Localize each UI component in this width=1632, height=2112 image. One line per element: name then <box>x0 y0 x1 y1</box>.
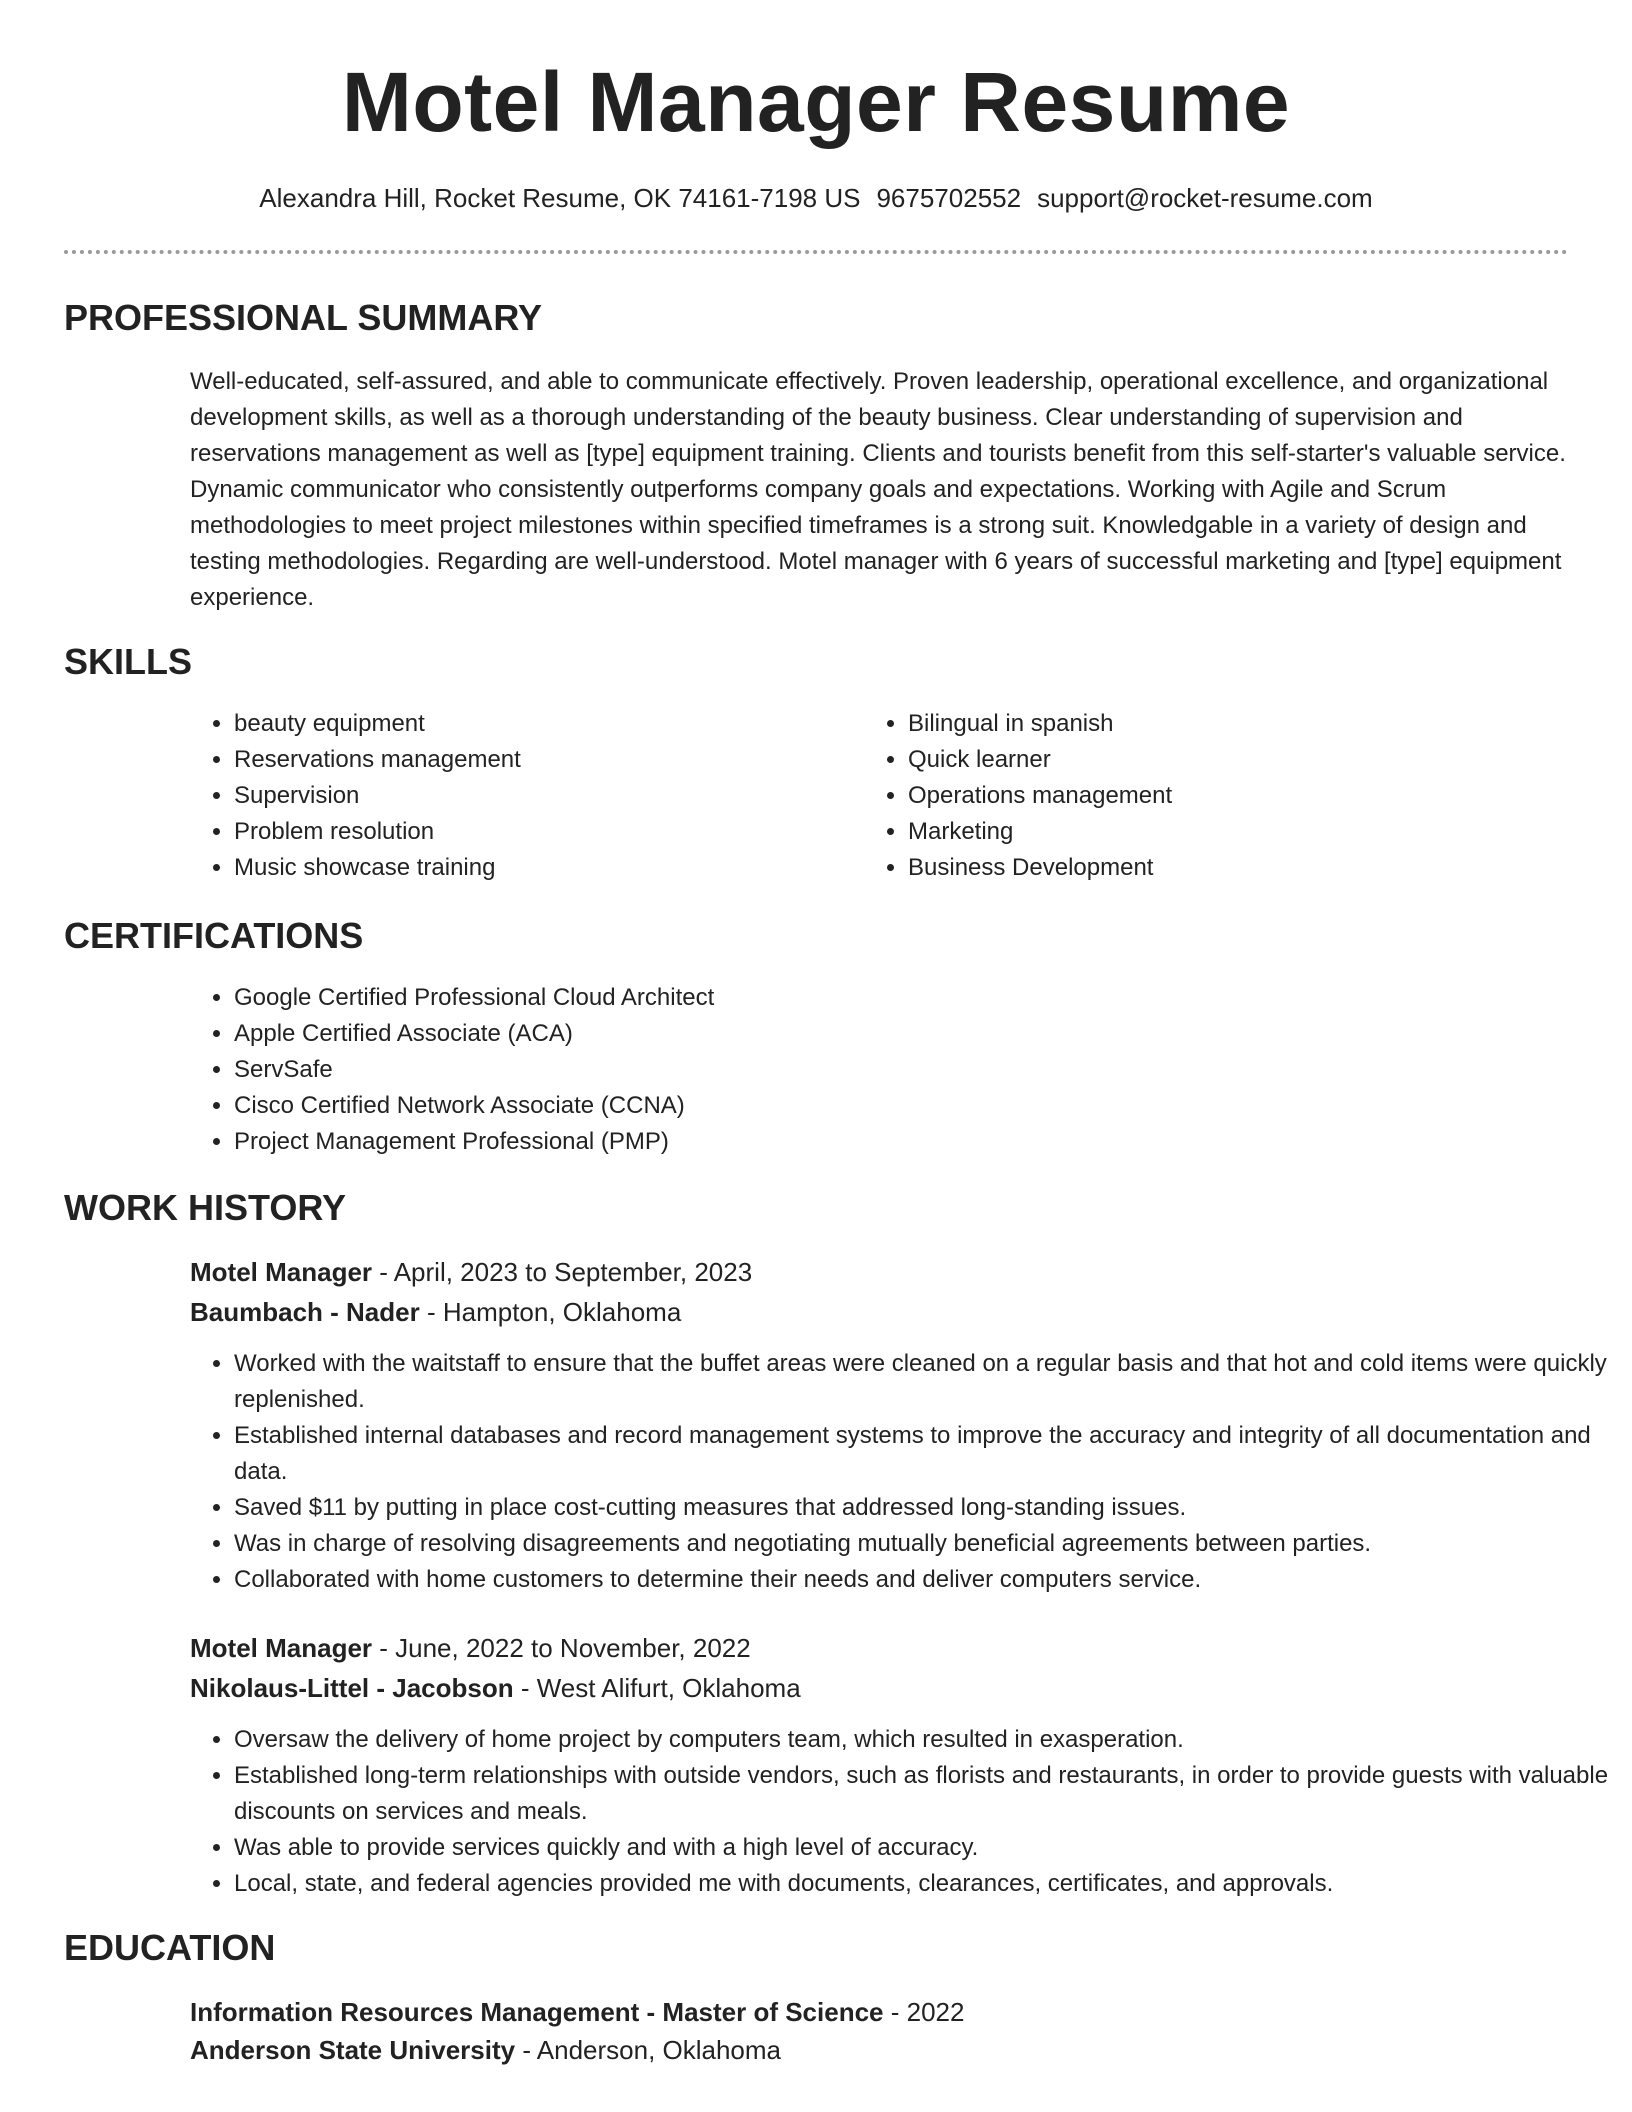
contact-address: Alexandra Hill, Rocket Resume, OK 74161-7198 US <box>259 183 861 213</box>
job-bullet: • Collaborated with home customers to determine their needs and deliver computers service. <box>234 1562 1614 1598</box>
job-title: Motel Manager <box>190 1257 373 1287</box>
certification-item: • ServSafe <box>234 1052 1534 1088</box>
certification-item: • Project Management Professional (PMP) <box>234 1124 1534 1160</box>
job-company: Nikolaus-Littel - Jacobson <box>190 1673 514 1703</box>
skill-item: • Operations management <box>908 778 1528 814</box>
education-heading: EDUCATION <box>64 1927 276 1968</box>
skills-heading: SKILLS <box>64 641 193 682</box>
education-year: - 2022 <box>883 1997 965 2027</box>
skill-item: • Supervision <box>234 778 854 814</box>
skill-item: • Marketing <box>908 814 1528 850</box>
skill-item: • Bilingual in spanish <box>908 706 1528 742</box>
job-bullets <box>190 1346 1614 1598</box>
skill-item: • Music showcase training <box>234 850 854 886</box>
skill-item: • Business Development <box>908 850 1528 886</box>
job-bullet: • Was able to provide services quickly and with a high level of accuracy. <box>234 1830 1614 1866</box>
certification-item: • Apple Certified Associate (ACA) <box>234 1016 1534 1052</box>
job-company-line <box>190 1292 681 1332</box>
certifications-list <box>190 980 1534 1160</box>
education-degree-line <box>190 1992 964 2032</box>
header-divider <box>64 250 1568 254</box>
skill-item: • Quick learner <box>908 742 1528 778</box>
job-bullet: • Established internal databases and record management systems to improve the accuracy and integrity of all documentation and data. <box>234 1418 1614 1490</box>
job-bullets <box>190 1722 1614 1902</box>
skill-item: • Reservations management <box>234 742 854 778</box>
summary-heading: PROFESSIONAL SUMMARY <box>64 297 543 338</box>
job-company: Baumbach - Nader <box>190 1297 420 1327</box>
certification-item: • Google Certified Professional Cloud Architect <box>234 980 1534 1016</box>
education-school-line <box>190 2030 781 2070</box>
job-title-line <box>190 1252 752 1292</box>
education-school: Anderson State University <box>190 2035 516 2065</box>
education-degree: Information Resources Management - Master of Science <box>190 1997 884 2027</box>
skills-list-left <box>190 706 854 886</box>
job-title-line <box>190 1628 751 1668</box>
skill-item: • Problem resolution <box>234 814 854 850</box>
certification-item: • Cisco Certified Network Associate (CCNA) <box>234 1088 1534 1124</box>
job-location: - West Alifurt, Oklahoma <box>513 1673 801 1703</box>
resume-title: Motel Manager Resume <box>341 55 1291 149</box>
certifications-heading: CERTIFICATIONS <box>64 915 364 956</box>
skill-item: • beauty equipment <box>234 706 854 742</box>
job-dates: - April, 2023 to September, 2023 <box>372 1257 753 1287</box>
skills-list-right <box>864 706 1528 886</box>
job-bullet: • Established long-term relationships with outside vendors, such as florists and restaurants, in order to provide guests with valuable discounts on services and meals. <box>234 1758 1614 1830</box>
job-bullet: • Oversaw the delivery of home project by computers team, which resulted in exasperation. <box>234 1722 1614 1758</box>
job-title: Motel Manager <box>190 1633 373 1663</box>
job-bullet: • Saved $11 by putting in place cost-cutting measures that addressed long-standing issues. <box>234 1490 1614 1526</box>
job-dates: - June, 2022 to November, 2022 <box>372 1633 751 1663</box>
job-bullet: • Was in charge of resolving disagreements and negotiating mutually beneficial agreements between parties. <box>234 1526 1614 1562</box>
job-bullet: • Worked with the waitstaff to ensure that the buffet areas were cleaned on a regular basis and that hot and cold items were quickly replenished. <box>234 1346 1614 1418</box>
work-history-heading: WORK HISTORY <box>64 1187 347 1228</box>
contact-phone: 9675702552 <box>876 183 1022 213</box>
job-company-line <box>190 1668 801 1708</box>
job-bullet: • Local, state, and federal agencies provided me with documents, clearances, certificates, and approvals. <box>234 1866 1614 1902</box>
contact-email: support@rocket-resume.com <box>1037 183 1373 213</box>
summary-text: Well-educated, self-assured, and able to communicate effectively. Proven leadership, operational excellence, and organizational development skills, as well as a thorough understanding of the beauty business. Clear understanding of supervision and reservations management as well as [type] equipment training. Clients and tourists benefit from this self-starter's valuable service. Dynamic communicator who consistently outperforms company goals and expectations. Working with Agile and Scrum methodologies to meet project milestones within specified timeframes is a strong suit. Knowledgable in a variety of design and testing methodologies. Regarding are well-understood. Motel manager with 6 years of successful marketing and [type] equipment experience. <box>190 368 1566 611</box>
education-location: - Anderson, Oklahoma <box>515 2035 782 2065</box>
contact-line <box>0 180 1632 216</box>
job-location: - Hampton, Oklahoma <box>419 1297 682 1327</box>
